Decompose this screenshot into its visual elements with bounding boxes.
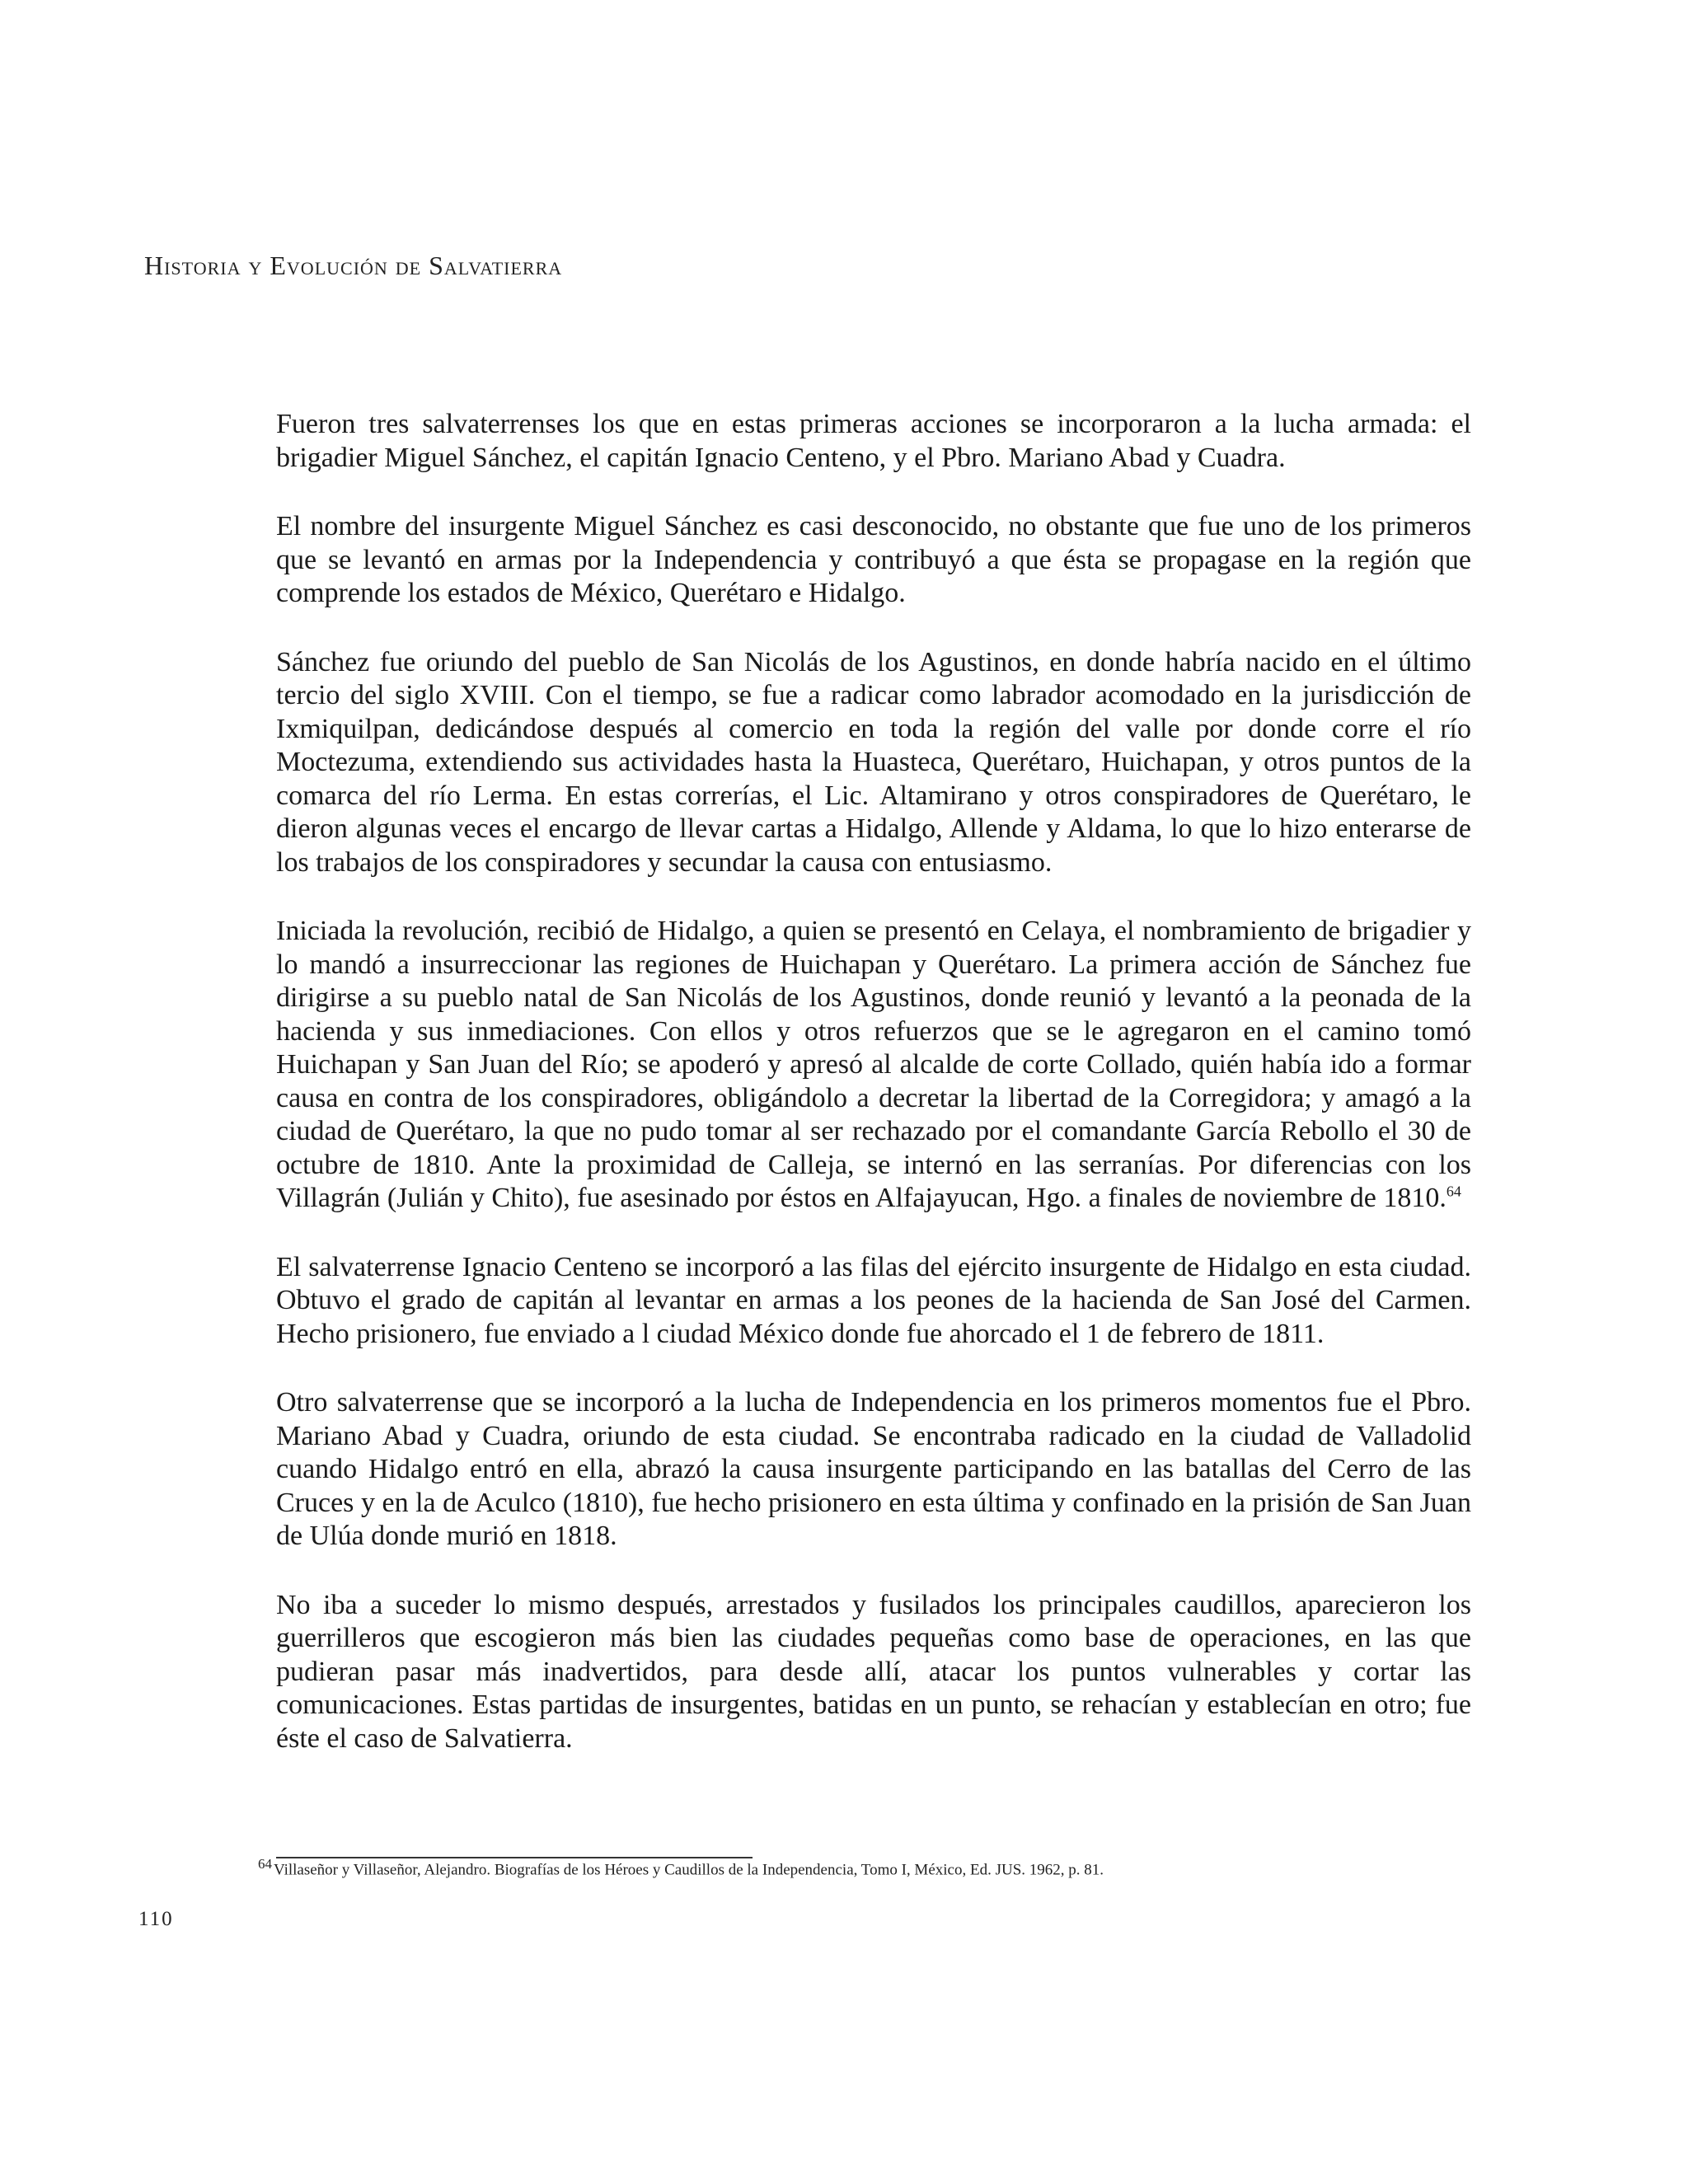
- paragraph-2: El nombre del insurgente Miguel Sánchez es casi desconocido, no obstante que fue uno de los primeros que se levantó en armas por la Independencia y contribuyó a que ésta se propagase en la región que comprende los estados de México, Querétaro e Hidalgo.: [276, 511, 1471, 608]
- footnote: [258, 1856, 1494, 1879]
- footnote-number: 64: [258, 1856, 272, 1872]
- paragraph-4-text: Iniciada la revolución, recibió de Hidalgo, a quien se presentó en Celaya, el nombramiento de brigadier y lo mandó a insurreccionar las regiones de Huichapan y Querétaro. La primera acción de Sánchez fue dirigirse a su pueblo natal de San Nicolás de los Agustinos, donde reunió y levantó a la peonada de la hacienda y sus inmediaciones. Con ellos y otros refuerzos que se le agregaron en el camino tomó Huichapan y San Juan del Río; se apoderó y apresó al alcalde de corte Collado, quién había ido a formar causa en contra de los conspiradores, obligándolo a decretar la libertad de la Corregidora; y amagó a la ciudad de Querétaro, la que no pudo tomar al ser rechazado por el comandante García Rebollo el 30 de octubre de 1810. Ante la proximidad de Calleja, se internó en las serranías. Por diferencias con los Villagrán (Julián y Chito), fue asesinado por éstos en Alfajayucan, Hgo. a finales de noviembre de 1810.: [276, 916, 1471, 1213]
- footnote-text: Villaseñor y Villaseñor, Alejandro. Biografías de los Héroes y Caudillos de la Independencia, Tomo I, México, Ed. JUS. 1962, p. 81.: [274, 1861, 1104, 1879]
- paragraph-3: Sánchez fue oriundo del pueblo de San Nicolás de los Agustinos, en donde habría nacido en el último tercio del siglo XVIII. Con el tiempo, se fue a radicar como labrador acomodado en la jurisdicción de Ixmiquilpan, dedicándose después al comercio en toda la región del valle por donde corre el río Moctezuma, extendiendo sus actividades hasta la Huasteca, Querétaro, Huichapan, y otros puntos de la comarca del río Lerma. En estas correrías, el Lic. Altamirano y otros conspiradores de Querétaro, le dieron algunas veces el encargo de llevar cartas a Hidalgo, Allende y Aldama, lo que lo hizo enterarse de los trabajos de los conspiradores y secundar la causa con entusiasmo.: [276, 646, 1471, 878]
- footnote-reference[interactable]: 64: [1446, 1183, 1461, 1200]
- running-header: Historia y Evolución de Salvatierra: [144, 251, 563, 280]
- page-number: 110: [138, 1908, 174, 1930]
- paragraph-1: Fueron tres salvaterrenses los que en estas primeras acciones se incorporaron a la lucha armada: el brigadier Miguel Sánchez, el capitán Ignacio Centeno, y el Pbro. Mariano Abad y Cuadra.: [276, 409, 1471, 473]
- paragraph-6: Otro salvaterrense que se incorporó a la lucha de Independencia en los primeros momentos fue el Pbro. Mariano Abad y Cuadra, oriundo de esta ciudad. Se encontraba radicado en la ciudad de Valladolid cuando Hidalgo entró en ella, abrazó la causa insurgente participando en las batallas del Cerro de las Cruces y en la de Aculco (1810), fue hecho prisionero en esta última y confinado en la prisión de San Juan de Ulúa donde murió en 1818.: [276, 1387, 1471, 1551]
- body-text: [276, 408, 1471, 1791]
- paragraph-4: [276, 915, 1471, 1216]
- paragraph-5: El salvaterrense Ignacio Centeno se incorporó a las filas del ejército insurgente de Hidalgo en esta ciudad. Obtuvo el grado de capitán al levantar en armas a los peones de la hacienda de San José del Carmen. Hecho prisionero, fue enviado a l ciudad México donde fue ahorcado el 1 de febrero de 1811.: [276, 1251, 1471, 1349]
- paragraph-7: No iba a suceder lo mismo después, arrestados y fusilados los principales caudillos, aparecieron los guerrilleros que escogieron más bien las ciudades pequeñas como base de operaciones, en las que pudieran pasar más inadvertidos, para desde allí, atacar los puntos vulnerables y cortar las comunicaciones. Estas partidas de insurgentes, batidas en un punto, se rehacían y establecían en otro; fue éste el caso de Salvatierra.: [276, 1589, 1471, 1754]
